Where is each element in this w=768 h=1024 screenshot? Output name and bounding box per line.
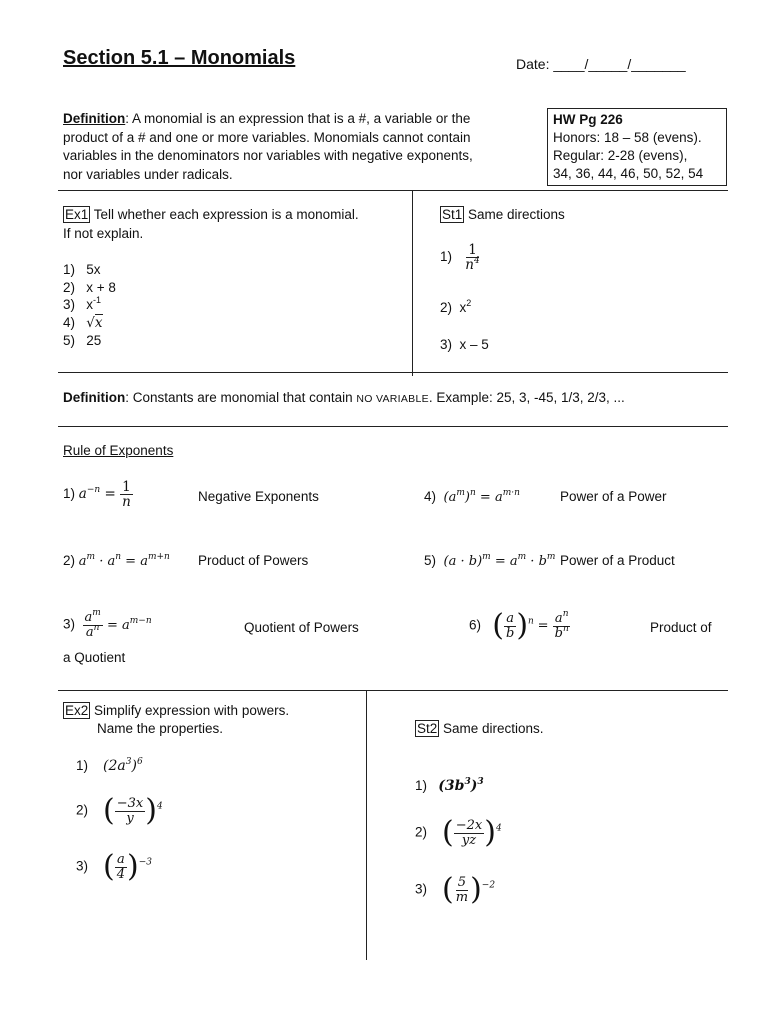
ex1-directions-cont: If not explain. <box>63 226 144 241</box>
st1-item-1: 1) $\frac{1}{n^4}$ <box>440 242 480 274</box>
homework-regular-2: 34, 36, 44, 46, 50, 52, 54 <box>553 166 704 181</box>
rule-6-name-cont: a Quotient <box>63 650 126 665</box>
rule-5-name: Power of a Product <box>560 553 675 568</box>
st1-tag: St1 <box>442 207 463 222</box>
divider <box>58 372 728 373</box>
ex1-directions: Tell whether each expression is a monomial. <box>90 207 359 222</box>
st2-directions: Same directions. <box>439 721 544 736</box>
divider <box>58 690 728 691</box>
homework-title: HW Pg 226 <box>553 112 623 127</box>
definition-term: Definition <box>63 111 126 126</box>
rule-4-name: Power of a Power <box>560 489 667 504</box>
homework-box <box>547 108 727 186</box>
page-title: Section 5.1 – Monomials <box>63 47 296 69</box>
st2-header <box>415 721 544 736</box>
monomial-definition <box>63 110 493 184</box>
ex2-item-1: 1) $(2a^3)^6$ <box>76 757 143 774</box>
divider <box>58 190 728 191</box>
definition-text: : A monomial is an expression that is a #, a variable or the product of a # and one or more variables. Monomials cannot contain variables in the denominators nor variables with negative exponents, nor variables under radicals. <box>63 111 473 182</box>
ex2-header <box>63 703 289 718</box>
st1-item-2: 2) $x^2$ <box>440 298 472 315</box>
ex1-item: 4) √x <box>63 315 103 331</box>
rule-2-name: Product of Powers <box>198 553 309 568</box>
rule-1: 1) $a^{-n}$ = $\frac{1}{n}$ <box>63 479 131 511</box>
rule-3-name: Quotient of Powers <box>244 620 359 635</box>
st1-directions: Same directions <box>464 207 565 222</box>
ex2-directions: Simplify expression with powers. <box>90 703 290 718</box>
rule-1-name: Negative Exponents <box>198 489 319 504</box>
constant-definition: Definition: Constants are monomial that contain NO VARIABLE. Example: 25, 3, -45, 1/3, 2/3, ... <box>63 390 625 405</box>
ex2-item-3: 3) ( $\frac{a}{4}$ )$^{-3}$ <box>76 849 153 884</box>
ex1-item: 3) $x^{-1}$ <box>63 295 102 312</box>
ex2-tag: Ex2 <box>65 703 89 718</box>
divider <box>412 190 413 376</box>
st2-tag: St2 <box>417 721 438 736</box>
divider <box>58 426 728 427</box>
ex1-item: 5) 25 <box>63 333 102 348</box>
ex1-tag: Ex1 <box>65 207 89 222</box>
st2-item-3: 3) ( $\frac{5}{m}$ )$^{-2}$ <box>415 872 496 907</box>
rule-5: 5) $(a \cdot b)^m = a^m \cdot b^m$ <box>424 552 556 569</box>
ex1-item: 1) 5x <box>63 262 101 277</box>
ex2-item-2: 2) ( $\frac{-3x}{y}$ )$^4$ <box>76 793 163 828</box>
rule-2: 2) $a^m \cdot a^n = a^{m+n}$ <box>63 552 170 569</box>
date-field: Date: ____/_____/_______ <box>516 56 686 72</box>
st1-header <box>440 207 565 222</box>
ex2-directions-cont: Name the properties. <box>97 721 224 736</box>
divider <box>366 690 367 960</box>
homework-honors: Honors: 18 – 58 (evens). <box>553 130 702 145</box>
rule-3: 3) $\frac{a^m}{a^n}$ = $a^{m-n}$ <box>63 608 152 640</box>
homework-regular-1: Regular: 2-28 (evens), <box>553 148 688 163</box>
st1-item-3: 3) x – 5 <box>440 337 489 352</box>
ex1-header <box>63 207 359 222</box>
st2-item-2: 2) ( $\frac{-2x}{yz}$ )$^4$ <box>415 815 502 850</box>
ex1-item: 2) x + 8 <box>63 280 116 295</box>
rule-4: 4) $(a^m)^n = a^{m\cdot n}$ <box>424 488 520 505</box>
rules-heading: Rule of Exponents <box>63 443 174 458</box>
rule-6: 6) ( $\frac{a}{b}$ )$^n$ = $\frac{a^n}{b^n}$ <box>469 608 569 643</box>
st2-item-1: 1) $(3b^3)^3$ <box>415 777 484 794</box>
rule-6-name: Product of <box>650 620 712 635</box>
